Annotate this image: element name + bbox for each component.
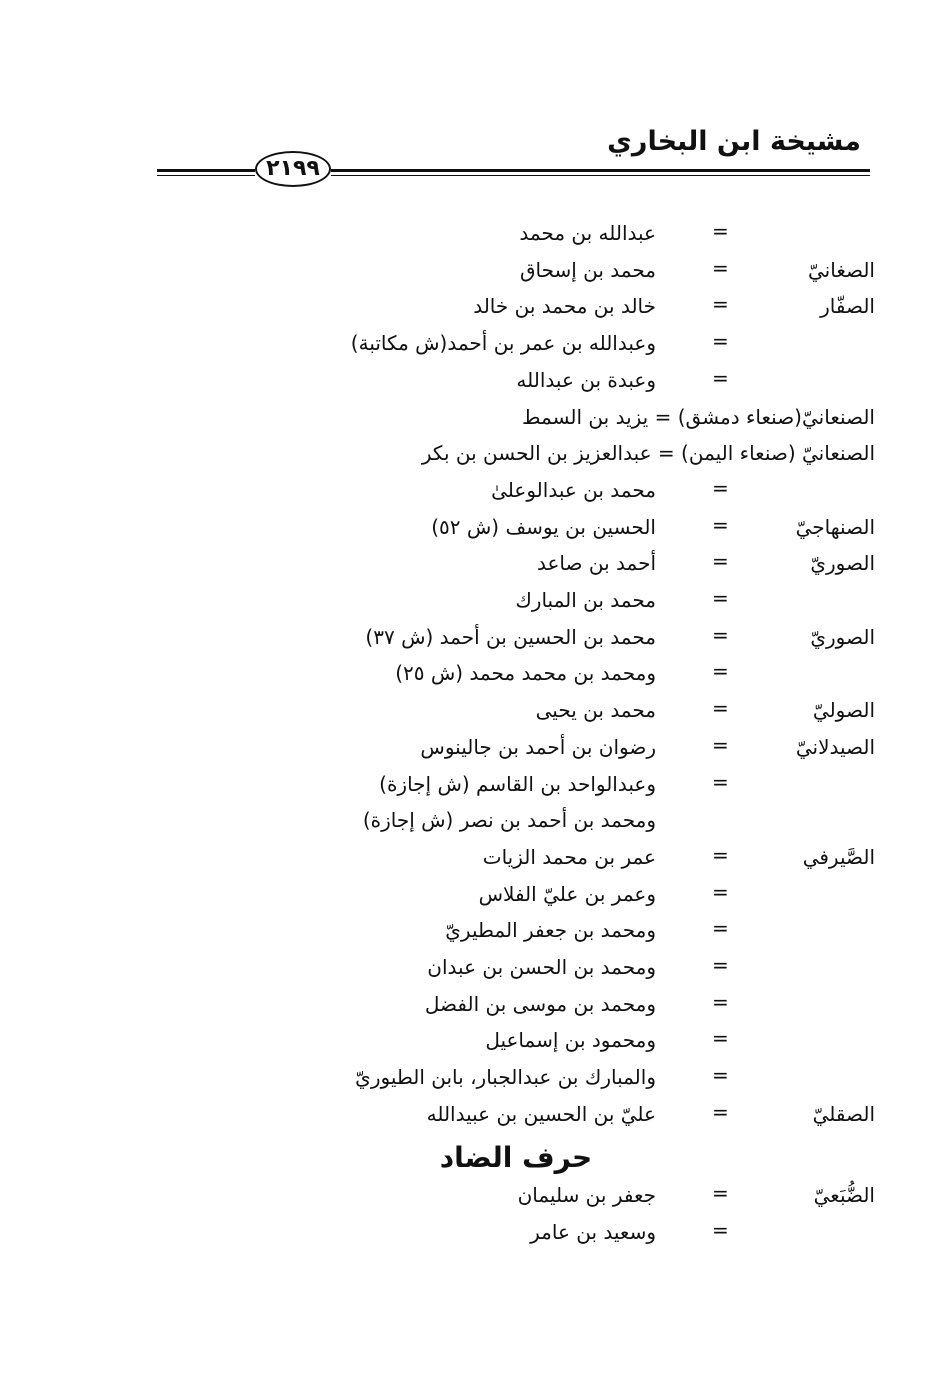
entry-equals-sign: =: [712, 842, 729, 867]
entry-equals-sign: =: [712, 255, 729, 280]
entry-equals-sign: =: [712, 732, 729, 757]
entry-name: محمد بن إسحاق: [519, 257, 656, 282]
entry-nisba: الصوريّ: [810, 551, 875, 576]
entry-name: محمد بن عبدالوعلىٰ: [491, 477, 656, 502]
entry-name: جعفر بن سليمان: [517, 1183, 656, 1207]
entry-name: عمر بن محمد الزيات: [482, 844, 656, 869]
entry-nisba: الصوريّ: [810, 624, 875, 649]
entry-name: ومحمد بن جعفر المطيريّ: [445, 918, 656, 943]
entry-name: أحمد بن صاعد: [537, 551, 656, 576]
entry-nisba: الصوليّ: [812, 698, 875, 723]
entry-equals-sign: =: [712, 549, 729, 574]
entry-name: محمد بن الحسين بن أحمد (ش ٣٧): [365, 624, 656, 649]
entry-equals-sign: =: [712, 1063, 729, 1088]
entry-equals-sign: =: [712, 219, 729, 243]
entry-name: رضوان بن أحمد بن جالينوس: [420, 734, 656, 759]
entry-equals-sign: =: [712, 916, 729, 941]
section-heading: حرف الضاد: [439, 1141, 593, 1174]
entry-name: محمد بن المبارك: [515, 588, 656, 612]
entry-equals-sign: =: [712, 512, 729, 537]
entry-equals-sign: =: [712, 329, 729, 354]
entry-name: محمد بن يحيى: [535, 698, 656, 723]
entry-combined-text: الصنعانيّ(صنعاء دمشق) = يزيد بن السمط: [522, 404, 875, 429]
entry-equals-sign: =: [712, 696, 729, 721]
entry-nisba: الضُّبَعيّ: [813, 1183, 875, 1207]
entry-name: ومحمد بن موسى بن الفضل: [424, 991, 656, 1016]
entry-equals-sign: =: [712, 1218, 729, 1242]
running-header-title: مشيخة ابن البخاري: [607, 126, 861, 157]
entry-name: الحسين بن يوسف (ش ٥٢): [431, 514, 656, 539]
entry-name: خالد بن محمد بن خالد: [473, 294, 656, 319]
entry-name: ومحمد بن أحمد بن نصر (ش إجازة): [362, 808, 656, 833]
entry-equals-sign: =: [712, 365, 729, 390]
entry-nisba: الصفّار: [820, 294, 875, 319]
entry-name: ومحمد بن الحسن بن عبدان: [427, 955, 656, 979]
entry-name: عليّ بن الحسين بن عبيدالله: [426, 1101, 656, 1126]
entry-row: [0, 1179, 949, 1215]
entry-name: وعبدة بن عبدالله: [516, 367, 656, 392]
entry-equals-sign: =: [712, 1099, 729, 1124]
entry-row: [0, 1216, 949, 1252]
entry-equals-sign: =: [712, 953, 729, 977]
entry-equals-sign: =: [712, 292, 729, 317]
entry-name: وسعيد بن عامر: [530, 1220, 656, 1244]
entry-equals-sign: =: [712, 1181, 729, 1205]
entry-equals-sign: =: [712, 989, 729, 1014]
entry-name: ومحمد بن محمد محمد (ش ٢٥): [395, 661, 656, 686]
entry-nisba: الصَّيرفي: [802, 844, 875, 869]
entry-equals-sign: =: [712, 475, 729, 500]
entry-equals-sign: =: [712, 1026, 729, 1051]
entry-nisba: الصقليّ: [812, 1101, 875, 1126]
entry-combined-text: الصنعانيّ (صنعاء اليمن) = عبدالعزيز بن الحسن بن بكر: [421, 441, 875, 466]
entry-equals-sign: =: [712, 659, 729, 684]
entry-equals-sign: =: [712, 586, 729, 610]
entry-name: وعبدالواحد بن القاسم (ش إجازة): [379, 771, 656, 796]
entry-equals-sign: =: [712, 879, 729, 904]
entry-name: والمبارك بن عبدالجبار، بابن الطيوريّ: [355, 1065, 656, 1090]
entry-nisba: الصغانيّ: [808, 257, 875, 282]
entry-name: وعمر بن عليّ الفلاس: [478, 881, 656, 906]
entry-name: وعبدالله بن عمر بن أحمد(ش مكاتبة): [350, 331, 656, 356]
entry-nisba: الصنهاجيّ: [795, 514, 875, 539]
entry-name: عبدالله بن محمد: [519, 221, 656, 245]
entry-nisba: الصيدلانيّ: [795, 734, 875, 759]
entry-equals-sign: =: [712, 622, 729, 647]
entry-equals-sign: =: [712, 769, 729, 794]
entry-name: ومحمود بن إسماعيل: [485, 1028, 656, 1053]
page-number-badge: ٢١٩٩: [255, 151, 331, 187]
